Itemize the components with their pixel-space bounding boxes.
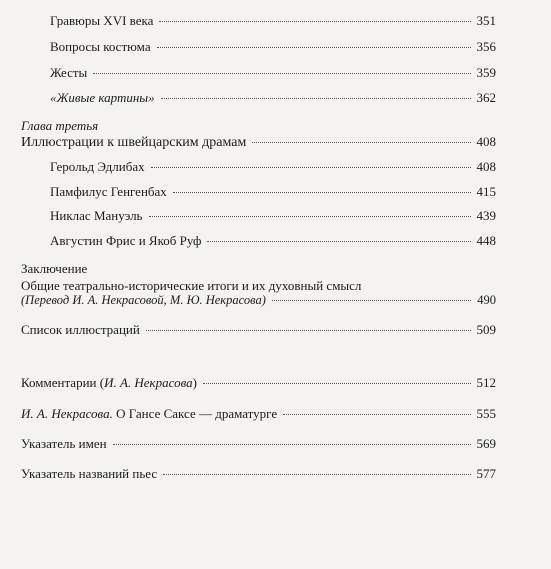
toc-entry-hans-sachs-essay[interactable] xyxy=(0,404,551,424)
dot-leader xyxy=(161,98,471,99)
toc-entry-page: 408 xyxy=(476,134,496,149)
conclusion-title-line: Общие театрально-исторические итоги и их духовный смысл xyxy=(21,278,362,293)
dot-leader xyxy=(149,216,471,217)
toc-entry-title: «Живые картины» xyxy=(50,90,155,105)
toc-entry-title: Указатель названий пьес xyxy=(21,466,158,481)
toc-entry-costume-questions[interactable] xyxy=(0,37,551,57)
toc-entry-page: 356 xyxy=(476,39,496,54)
toc-entry-index-of-names[interactable] xyxy=(0,434,551,454)
toc-entry-title: Герольд Эдлибах xyxy=(50,159,145,174)
toc-entry-title xyxy=(21,404,277,424)
dot-leader xyxy=(203,383,471,384)
toc-entry-title: Гравюры XVI века xyxy=(50,13,154,28)
dot-leader xyxy=(252,142,470,143)
toc-entry-title xyxy=(21,373,197,393)
chapter-three-label: Глава третья xyxy=(21,118,99,133)
toc-entry-niklas-manuel[interactable] xyxy=(0,206,551,226)
conclusion-label: Заключение xyxy=(21,261,88,276)
toc-entry-page: 351 xyxy=(476,13,496,28)
toc-entry-page: 577 xyxy=(476,466,496,481)
title-author: И. А. Некрасова xyxy=(104,375,193,390)
title-prefix: Комментарии ( xyxy=(21,375,105,390)
toc-entry-page: 512 xyxy=(476,375,496,390)
dot-leader xyxy=(151,167,471,168)
toc-entry-gerold-edlibach[interactable] xyxy=(0,157,551,177)
toc-entry-page: 415 xyxy=(476,184,496,199)
title-suffix: ) xyxy=(192,375,197,390)
toc-entry-page: 555 xyxy=(476,406,496,421)
toc-entry-page: 569 xyxy=(476,436,496,451)
dot-leader xyxy=(113,444,471,445)
toc-entry-page: 448 xyxy=(476,233,496,248)
dot-leader xyxy=(157,47,471,48)
title-author: И. А. Некрасова. xyxy=(21,406,113,421)
dot-leader xyxy=(93,73,470,74)
toc-entry-page: 509 xyxy=(476,322,496,337)
toc-entry-title: Жесты xyxy=(50,65,88,80)
toc-entry-gestures[interactable] xyxy=(0,63,551,83)
dot-leader xyxy=(207,241,470,242)
toc-entry-swiss-drama-illustrations[interactable] xyxy=(0,132,551,152)
toc-entry-augustin-fries-jakob-ruf[interactable] xyxy=(0,231,551,251)
toc-entry-page: 362 xyxy=(476,90,496,105)
toc-entry-index-of-play-titles[interactable] xyxy=(0,464,551,484)
toc-entry-list-of-illustrations[interactable] xyxy=(0,320,551,340)
toc-entry-title: Указатель имен xyxy=(21,436,107,451)
dot-leader xyxy=(173,192,471,193)
toc-entry-engravings-16th-century[interactable] xyxy=(0,11,551,31)
toc-entry-commentary[interactable] xyxy=(0,373,551,393)
toc-entry-title: Августин Фрис и Якоб Руф xyxy=(50,233,202,248)
toc-entry-page: 490 xyxy=(477,293,496,307)
toc-entry-conclusion-translators[interactable] xyxy=(0,290,551,310)
toc-entry-title: Памфилус Генгенбах xyxy=(50,184,167,199)
dot-leader xyxy=(272,300,471,301)
toc-entry-living-pictures[interactable] xyxy=(0,88,551,108)
toc-entry-pamphilus-gengenbach[interactable] xyxy=(0,182,551,202)
toc-entry-title: Список иллюстраций xyxy=(21,322,140,337)
dot-leader xyxy=(283,414,470,415)
toc-entry-page: 439 xyxy=(476,208,496,223)
toc-entry-title: Вопросы костюма xyxy=(50,39,151,54)
title-rest: О Гансе Саксе — драматурге xyxy=(112,406,278,421)
toc-entry-page: 359 xyxy=(476,65,496,80)
toc-entry-page: 408 xyxy=(476,159,496,174)
dot-leader xyxy=(159,21,470,22)
toc-entry-title: Иллюстрации к швейцарским драмам xyxy=(21,135,247,150)
dot-leader xyxy=(163,474,470,475)
toc-entry-title: (Перевод И. А. Некрасовой, М. Ю. Некрасова) xyxy=(21,293,266,307)
toc-entry-title: Никлас Мануэль xyxy=(50,208,143,223)
dot-leader xyxy=(146,330,471,331)
